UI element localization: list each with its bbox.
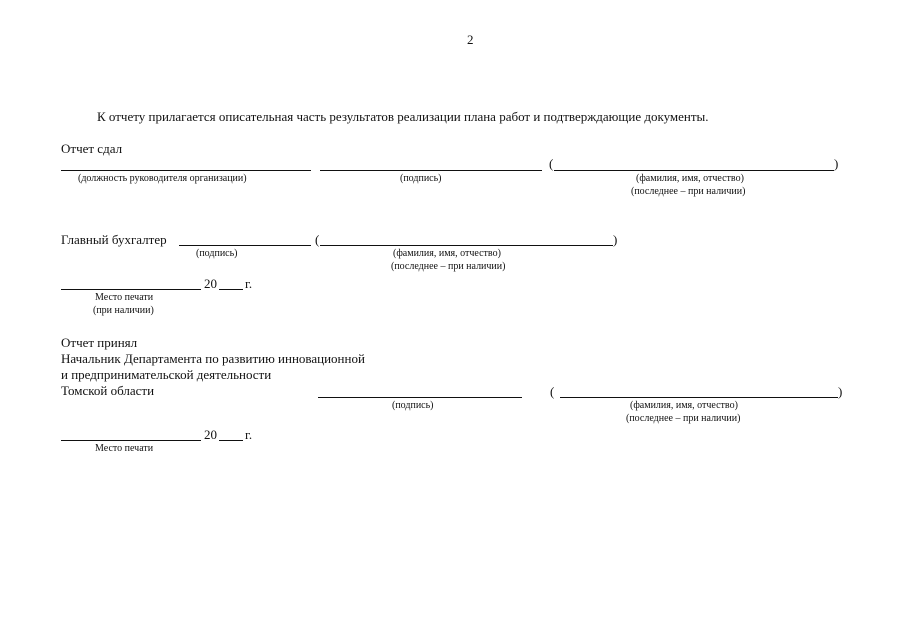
accepted-date-year-line (219, 440, 243, 441)
date-century: 20 (204, 276, 217, 291)
accepted-role-line3: Томской области (61, 383, 155, 398)
seal-note: (при наличии) (93, 305, 154, 316)
accountant-signature-line (179, 245, 311, 246)
accepted-date-line (61, 440, 201, 441)
accepted-name-line (560, 397, 838, 398)
intro-text: К отчету прилагается описательная часть результатов реализации плана работ и подтверждающие документы. (97, 109, 709, 124)
accepted-date-year-suffix: г. (245, 427, 253, 442)
page-number: 2 (467, 32, 474, 47)
date-year-line (219, 289, 243, 290)
signature-line (320, 170, 542, 171)
accountant-caption-signature: (подпись) (196, 248, 238, 259)
date-year-suffix: г. (245, 276, 253, 291)
handed-title: Отчет сдал (61, 141, 123, 156)
accepted-caption-signature: (подпись) (392, 400, 434, 411)
accepted-seal-label: Место печати (95, 443, 154, 454)
date-line (61, 289, 201, 290)
accepted-paren-close: ) (838, 384, 843, 399)
caption-signature: (подпись) (400, 173, 442, 184)
accountant-paren-open: ( (315, 232, 320, 247)
accepted-role-line1: Начальник Департамента по развитию инновационной (61, 351, 365, 366)
accepted-title: Отчет принял (61, 335, 138, 350)
accountant-name-line (320, 245, 613, 246)
accountant-paren-close: ) (613, 232, 618, 247)
accountant-caption-name-note: (последнее – при наличии) (391, 261, 506, 272)
accepted-signature-line (318, 397, 522, 398)
accepted-caption-name: (фамилия, имя, отчество) (630, 400, 738, 411)
accepted-date-century: 20 (204, 427, 217, 442)
paren-open: ( (549, 156, 554, 171)
name-line (554, 170, 834, 171)
paren-close: ) (834, 156, 839, 171)
accepted-caption-name-note: (последнее – при наличии) (626, 413, 741, 424)
seal-label: Место печати (95, 292, 154, 303)
accountant-caption-name: (фамилия, имя, отчество) (393, 248, 501, 259)
caption-name-note: (последнее – при наличии) (631, 186, 746, 197)
accepted-paren-open: ( (550, 384, 555, 399)
accountant-label: Главный бухгалтер (61, 232, 167, 247)
caption-position: (должность руководителя организации) (78, 173, 247, 184)
caption-name: (фамилия, имя, отчество) (636, 173, 744, 184)
accepted-role-line2: и предпринимательской деятельности (61, 367, 272, 382)
position-line (61, 170, 311, 171)
